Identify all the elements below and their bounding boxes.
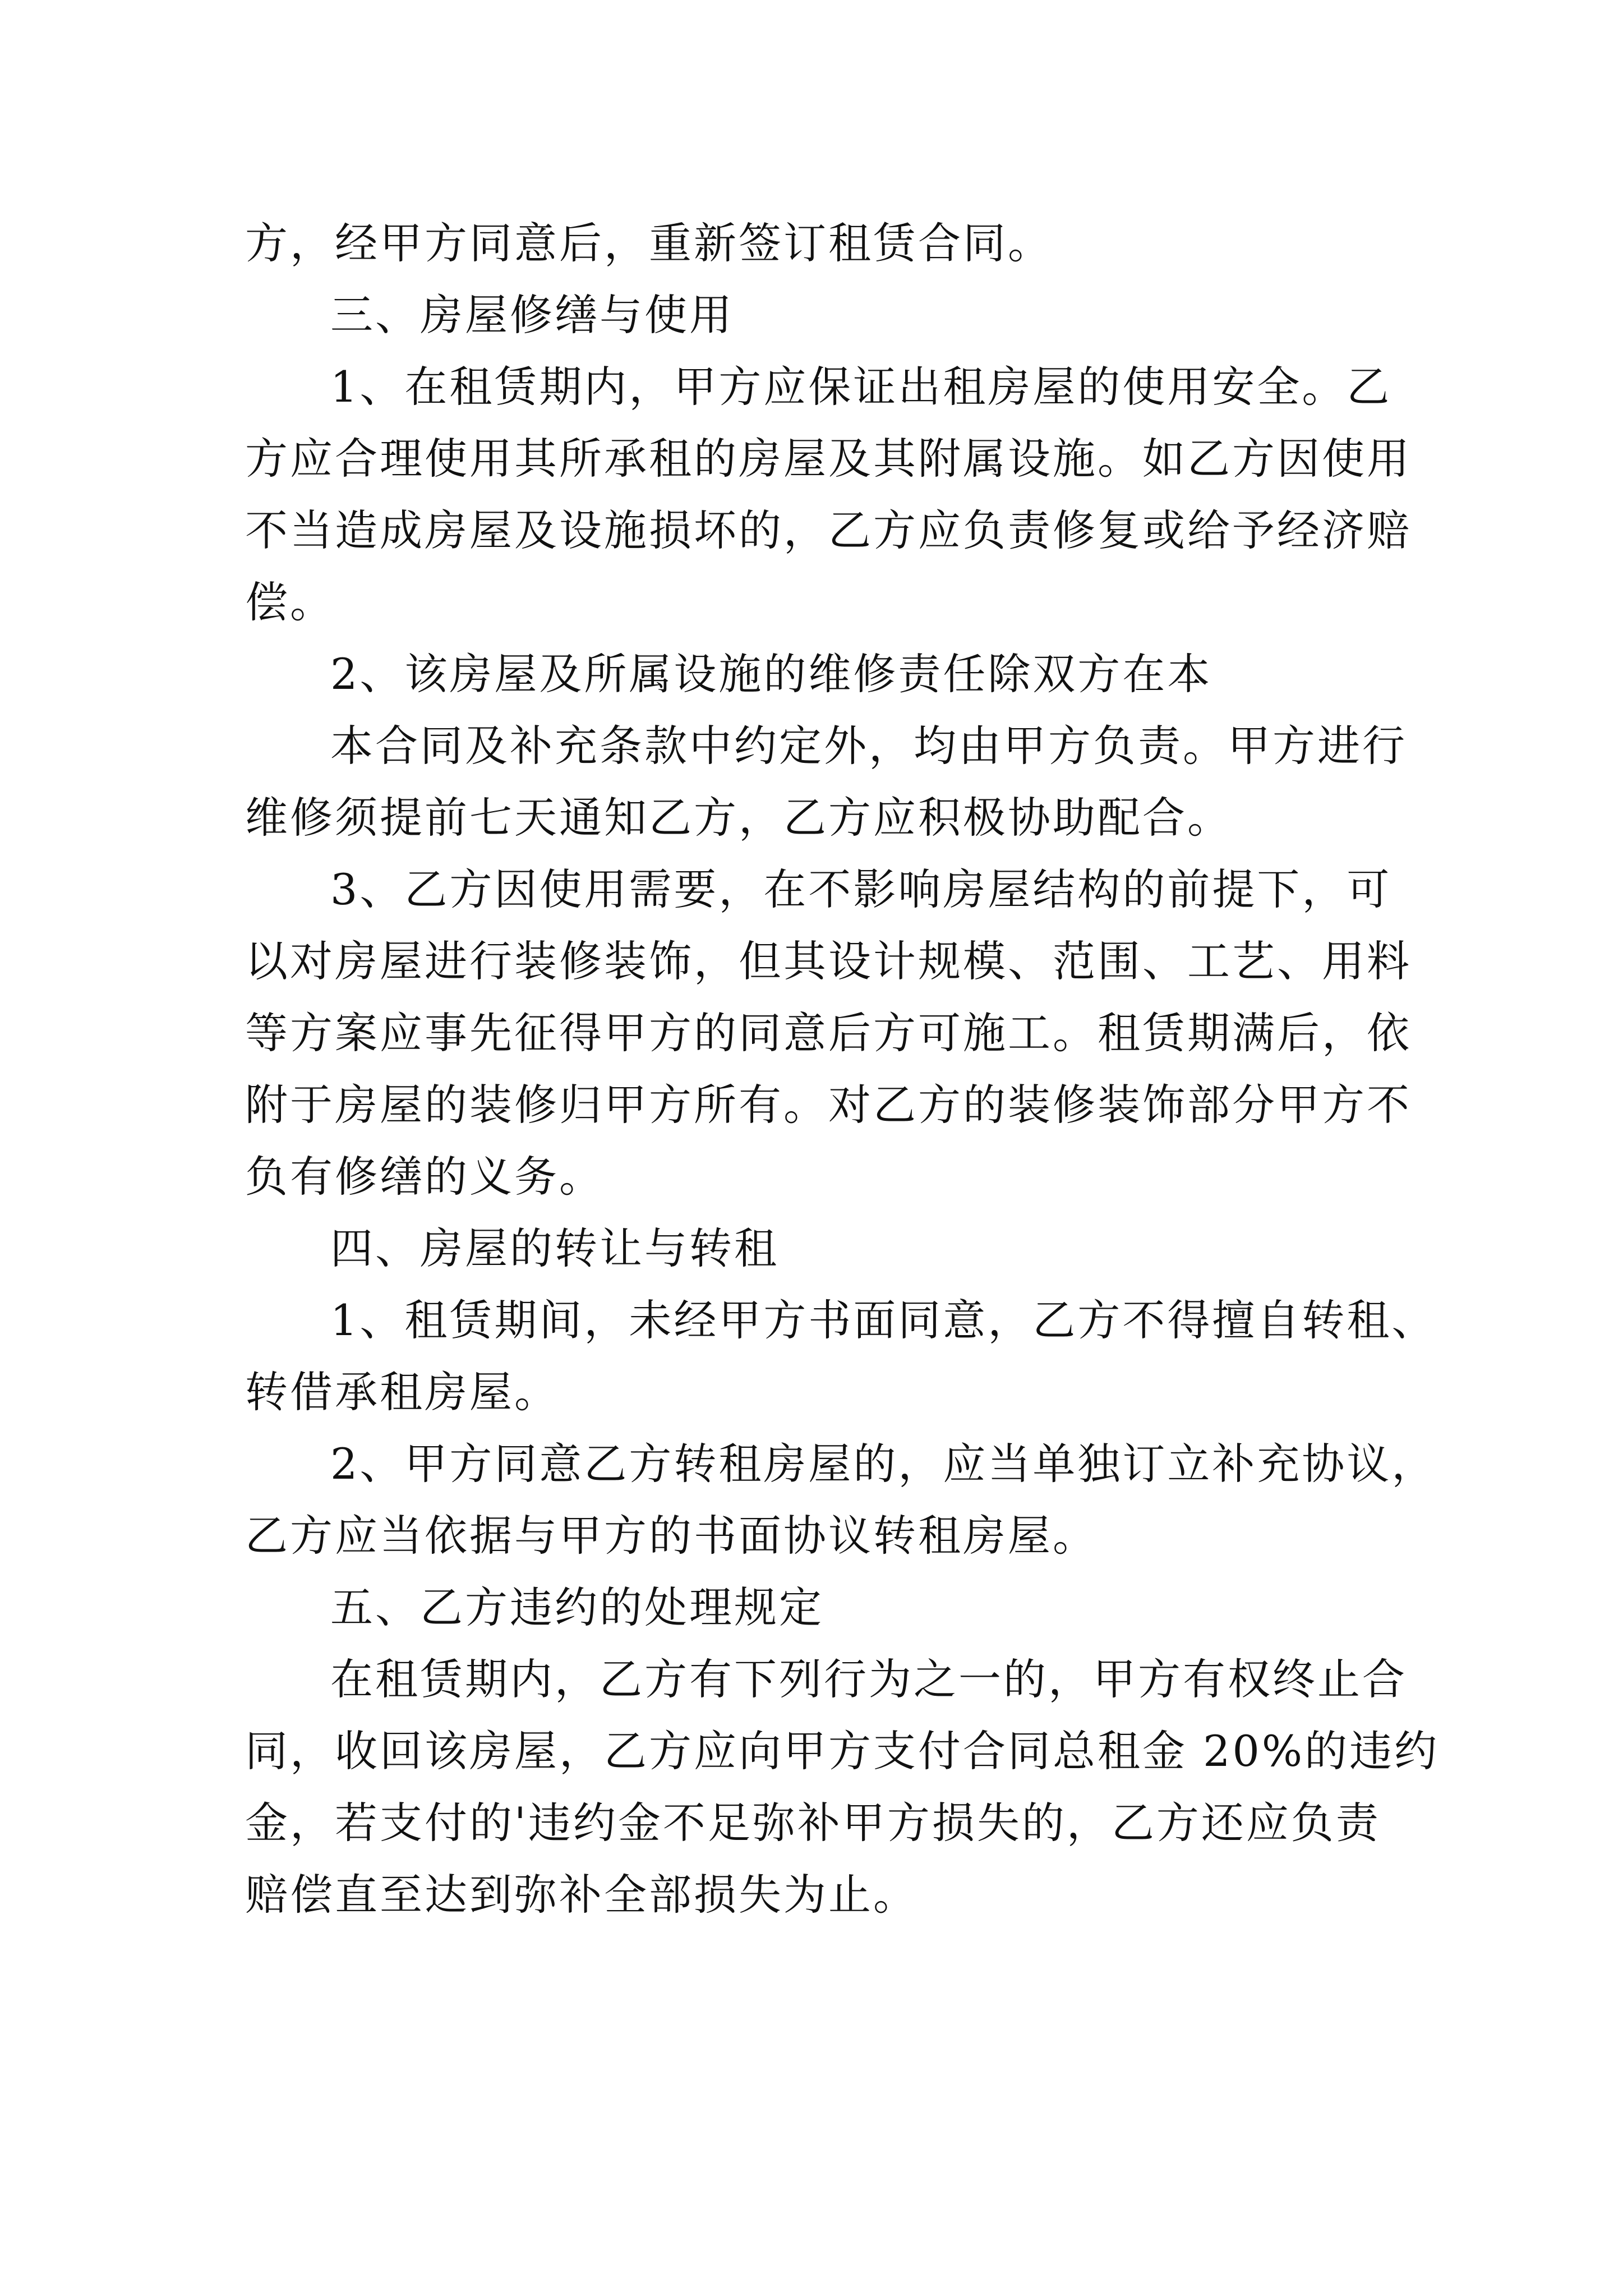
- text-line: 1、在租赁期内，甲方应保证出租房屋的使用安全。乙: [330, 362, 1392, 412]
- text-line: 不当造成房屋及设施损坏的，乙方应负责修复或给予经济赔: [245, 505, 1412, 555]
- text-line: 2、甲方同意乙方转租房屋的，应当单独订立补充协议，: [330, 1439, 1437, 1489]
- text-line: 赔偿直至达到弥补全部损失为止。: [245, 1870, 918, 1920]
- text-line: 本合同及补充条款中约定外，均由甲方负责。甲方进行: [330, 721, 1407, 771]
- text-line: 在租赁期内，乙方有下列行为之一的，甲方有权终止合: [330, 1654, 1407, 1704]
- text-line: 偿。: [245, 577, 335, 627]
- text-line: 2、该房屋及所属设施的维修责任除双方在本: [330, 649, 1212, 699]
- document-body: [245, 208, 1440, 1931]
- text-line: 维修须提前七天通知乙方，乙方应积极协助配合。: [245, 793, 1232, 843]
- text-line: 负有修缮的义务。: [245, 1152, 604, 1202]
- section-heading: 三、房屋修缮与使用: [330, 290, 734, 340]
- text-line: 方，经甲方同意后，重新签订租赁合同。: [245, 218, 1053, 268]
- text-line: 3、乙方因使用需要，在不影响房屋结构的前提下，可: [330, 864, 1392, 914]
- text-line: 同，收回该房屋，乙方应向甲方支付合同总租金 20%的违约: [245, 1726, 1440, 1776]
- text-line: 等方案应事先征得甲方的同意后方可施工。租赁期满后，依: [245, 1008, 1412, 1058]
- text-line: 方应合理使用其所承租的房屋及其附属设施。如乙方因使用: [245, 434, 1412, 484]
- text-line: 金，若支付的'违约金不足弥补甲方损失的，乙方还应负责: [245, 1798, 1381, 1848]
- section-heading: 五、乙方违约的处理规定: [330, 1582, 824, 1632]
- text-line: 1、租赁期间，未经甲方书面同意，乙方不得擅自转租、: [330, 1295, 1437, 1345]
- text-line: 附于房屋的装修归甲方所有。对乙方的装修装饰部分甲方不: [245, 1080, 1412, 1130]
- text-line: 以对房屋进行装修装饰，但其设计规模、范围、工艺、用料: [245, 936, 1412, 986]
- text-line: 转借承租房屋。: [245, 1367, 559, 1417]
- section-heading: 四、房屋的转让与转租: [330, 1223, 779, 1273]
- text-line: 乙方应当依据与甲方的书面协议转租房屋。: [245, 1511, 1098, 1561]
